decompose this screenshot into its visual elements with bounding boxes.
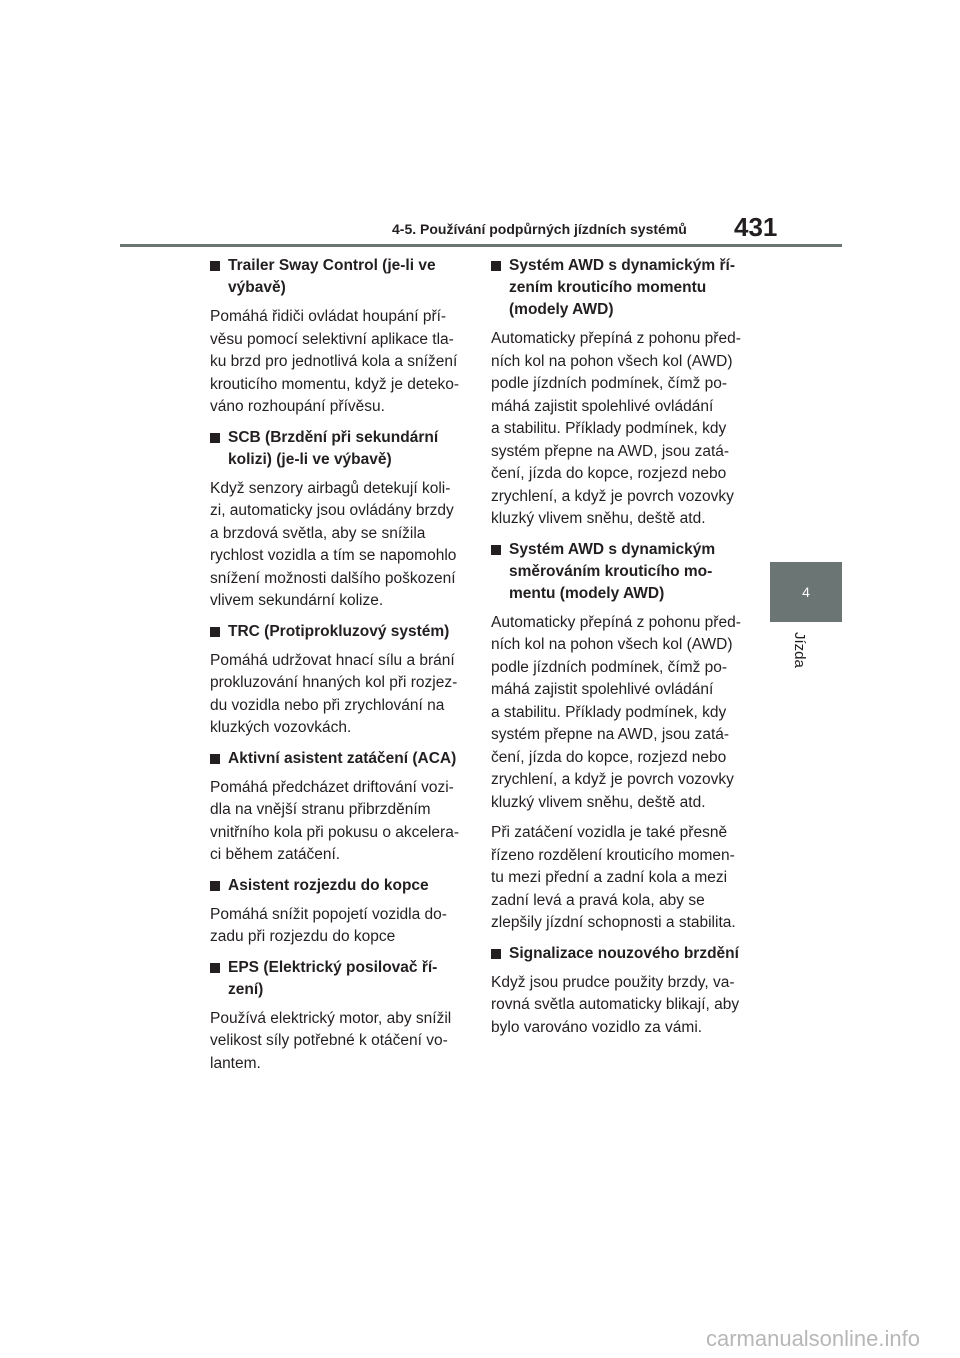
body-line: prokluzování hnaných kol při rozjez- bbox=[210, 674, 458, 691]
chapter-tab bbox=[770, 562, 842, 622]
body-line: zrychlení, a když je povrch vozovky bbox=[491, 487, 734, 505]
section-title-text bbox=[228, 875, 429, 897]
square-bullet-icon bbox=[210, 754, 220, 764]
square-bullet-icon bbox=[491, 545, 501, 555]
footer-watermark: carmanualsonline.info bbox=[705, 1326, 920, 1351]
body-line: Když senzory airbagů detekují koli- bbox=[210, 479, 451, 497]
square-bullet-icon bbox=[210, 627, 220, 637]
body-line: čení, jízda do kopce, rozjezd nebo bbox=[491, 465, 727, 482]
right-column bbox=[491, 255, 749, 1047]
section-body bbox=[491, 612, 749, 815]
body-line: řízeno rozdělení krouticího momen- bbox=[491, 846, 735, 864]
body-line: Pomáhá řidiči ovládat houpání pří- bbox=[210, 308, 447, 325]
section-title-line: (modely AWD) bbox=[509, 301, 614, 318]
section-title bbox=[210, 957, 468, 1001]
section-body bbox=[210, 904, 468, 949]
body-line: věsu pomocí selektivní aplikace tla- bbox=[210, 330, 454, 348]
body-line: ních kol na pohon všech kol (AWD) bbox=[491, 352, 733, 370]
section-title bbox=[210, 255, 468, 299]
body-line: vlivem sekundární kolize. bbox=[210, 592, 384, 609]
body-line: Pomáhá snížit popojetí vozidla do- bbox=[210, 905, 447, 923]
body-line: zadu při rozjezdu do kopce bbox=[210, 928, 396, 945]
body-line: zi, automaticky jsou ovládány brzdy bbox=[210, 502, 454, 519]
body-line: krouticího momentu, když je deteko- bbox=[210, 375, 459, 393]
section-body bbox=[210, 650, 468, 740]
section-title-line: Signalizace nouzového brzdění bbox=[509, 944, 739, 962]
section-body bbox=[210, 777, 468, 867]
section-title-line: Systém AWD s dynamickým ří- bbox=[509, 257, 735, 274]
section-title-line: kolizi) (je-li ve výbavě) bbox=[228, 450, 392, 468]
body-line: a brzdová světla, aby se snížila bbox=[210, 524, 426, 542]
section-body bbox=[210, 478, 468, 613]
square-bullet-icon bbox=[491, 261, 501, 271]
section-title-line: SCB (Brzdění při sekundární bbox=[228, 428, 439, 446]
section-title-text bbox=[509, 943, 739, 965]
body-line: tu mezi přední a zadní kola a mezi bbox=[491, 869, 728, 886]
square-bullet-icon bbox=[210, 881, 220, 891]
square-bullet-icon bbox=[210, 261, 220, 271]
chapter-number: 4 bbox=[802, 584, 810, 600]
section-body bbox=[491, 328, 749, 531]
section-title-text bbox=[228, 748, 456, 770]
body-line: rychlost vozidla a tím se napomohlo bbox=[210, 547, 457, 564]
header-rule bbox=[120, 244, 842, 247]
body-line: zlepšily jízdní schopnosti a stabilita. bbox=[491, 914, 736, 931]
section-title-text bbox=[228, 957, 437, 1001]
body-line: lantem. bbox=[210, 1054, 261, 1072]
section-title-text bbox=[509, 255, 735, 321]
section-title-text bbox=[228, 621, 449, 643]
section-title bbox=[491, 943, 749, 965]
body-line: snížení možnosti dalšího poškození bbox=[210, 569, 456, 587]
body-line: Automaticky přepíná z pohonu před- bbox=[491, 613, 741, 631]
body-line: velikost síly potřebné k otáčení vo- bbox=[210, 1032, 448, 1049]
section-body-extra bbox=[491, 822, 749, 935]
body-line: Pomáhá udržovat hnací sílu a brání bbox=[210, 651, 455, 669]
section-title bbox=[210, 427, 468, 471]
body-line: a stabilitu. Příklady podmínek, kdy bbox=[491, 420, 727, 437]
body-line: systém přepne na AWD, jsou zatá- bbox=[491, 726, 730, 743]
body-line: bylo varováno vozidlo za vámi. bbox=[491, 1018, 703, 1036]
left-column bbox=[210, 255, 468, 1083]
body-line: Když jsou prudce použity brzdy, va- bbox=[491, 973, 735, 991]
header-section-title: 4-5. Používání podpůrných jízdních systémů bbox=[392, 221, 687, 237]
section-body bbox=[210, 306, 468, 419]
body-line: kluzký vlivem sněhu, deště atd. bbox=[491, 510, 706, 527]
body-line: vnitřního kola při pokusu o akcelera- bbox=[210, 823, 459, 841]
chapter-label: Jízda bbox=[791, 632, 808, 668]
body-line: podle jízdních podmínek, čímž po- bbox=[491, 658, 728, 676]
square-bullet-icon bbox=[491, 949, 501, 959]
body-line: máhá zajistit spolehlivé ovládání bbox=[491, 397, 714, 415]
body-line: Používá elektrický motor, aby snížil bbox=[210, 1009, 452, 1027]
section-title-line: zení) bbox=[228, 980, 264, 998]
body-line: ních kol na pohon všech kol (AWD) bbox=[491, 636, 733, 653]
body-line: máhá zajistit spolehlivé ovládání bbox=[491, 681, 714, 698]
section-title bbox=[210, 748, 468, 770]
section-title-line: Systém AWD s dynamickým bbox=[509, 540, 716, 558]
body-line: zrychlení, a když je povrch vozovky bbox=[491, 771, 734, 788]
section-title-text bbox=[509, 539, 715, 605]
section-title-line: EPS (Elektrický posilovač ří- bbox=[228, 958, 438, 976]
body-line: du vozidla nebo při zrychlování na bbox=[210, 696, 445, 714]
body-line: kluzkých vozovkách. bbox=[210, 719, 352, 736]
section-title-line: Asistent rozjezdu do kopce bbox=[228, 876, 429, 894]
body-line: Pomáhá předcházet driftování vozi- bbox=[210, 778, 454, 796]
body-line: ci během zatáčení. bbox=[210, 846, 341, 863]
body-line: podle jízdních podmínek, čímž po- bbox=[491, 375, 728, 392]
section-title-line: Trailer Sway Control (je-li ve bbox=[228, 257, 436, 274]
section-title-line: zením krouticího momentu bbox=[509, 279, 707, 296]
square-bullet-icon bbox=[210, 963, 220, 973]
section-title-text bbox=[228, 255, 436, 299]
body-line: dla na vnější stranu přibrzděním bbox=[210, 801, 431, 818]
section-title-text bbox=[228, 427, 438, 471]
section-title-line: směrováním krouticího mo- bbox=[509, 562, 713, 580]
body-line: ku brzd pro jednotlivá kola a snížení bbox=[210, 353, 458, 370]
section-title bbox=[491, 255, 749, 321]
section-title-line: TRC (Protiprokluzový systém) bbox=[228, 622, 450, 640]
body-line: kluzký vlivem sněhu, deště atd. bbox=[491, 793, 706, 811]
section-title-line: Aktivní asistent zatáčení (ACA) bbox=[228, 749, 457, 767]
section-title bbox=[210, 875, 468, 897]
section-title bbox=[210, 621, 468, 643]
body-line: systém přepne na AWD, jsou zatá- bbox=[491, 442, 730, 460]
body-line: rovná světla automaticky blikají, aby bbox=[491, 996, 740, 1013]
section-body bbox=[491, 972, 749, 1040]
body-line: váno rozhoupání přívěsu. bbox=[210, 398, 385, 415]
section-title bbox=[491, 539, 749, 605]
body-line: zadní levá a pravá kola, aby se bbox=[491, 891, 705, 909]
body-line: čení, jízda do kopce, rozjezd nebo bbox=[491, 748, 727, 766]
body-line: Automaticky přepíná z pohonu před- bbox=[491, 330, 741, 347]
body-line: Při zatáčení vozidla je také přesně bbox=[491, 824, 728, 841]
body-line: a stabilitu. Příklady podmínek, kdy bbox=[491, 703, 727, 721]
section-body bbox=[210, 1008, 468, 1076]
section-title-line: výbavě) bbox=[228, 279, 286, 296]
section-title-line: mentu (modely AWD) bbox=[509, 584, 665, 602]
page-number: 431 bbox=[734, 212, 778, 242]
square-bullet-icon bbox=[210, 433, 220, 443]
